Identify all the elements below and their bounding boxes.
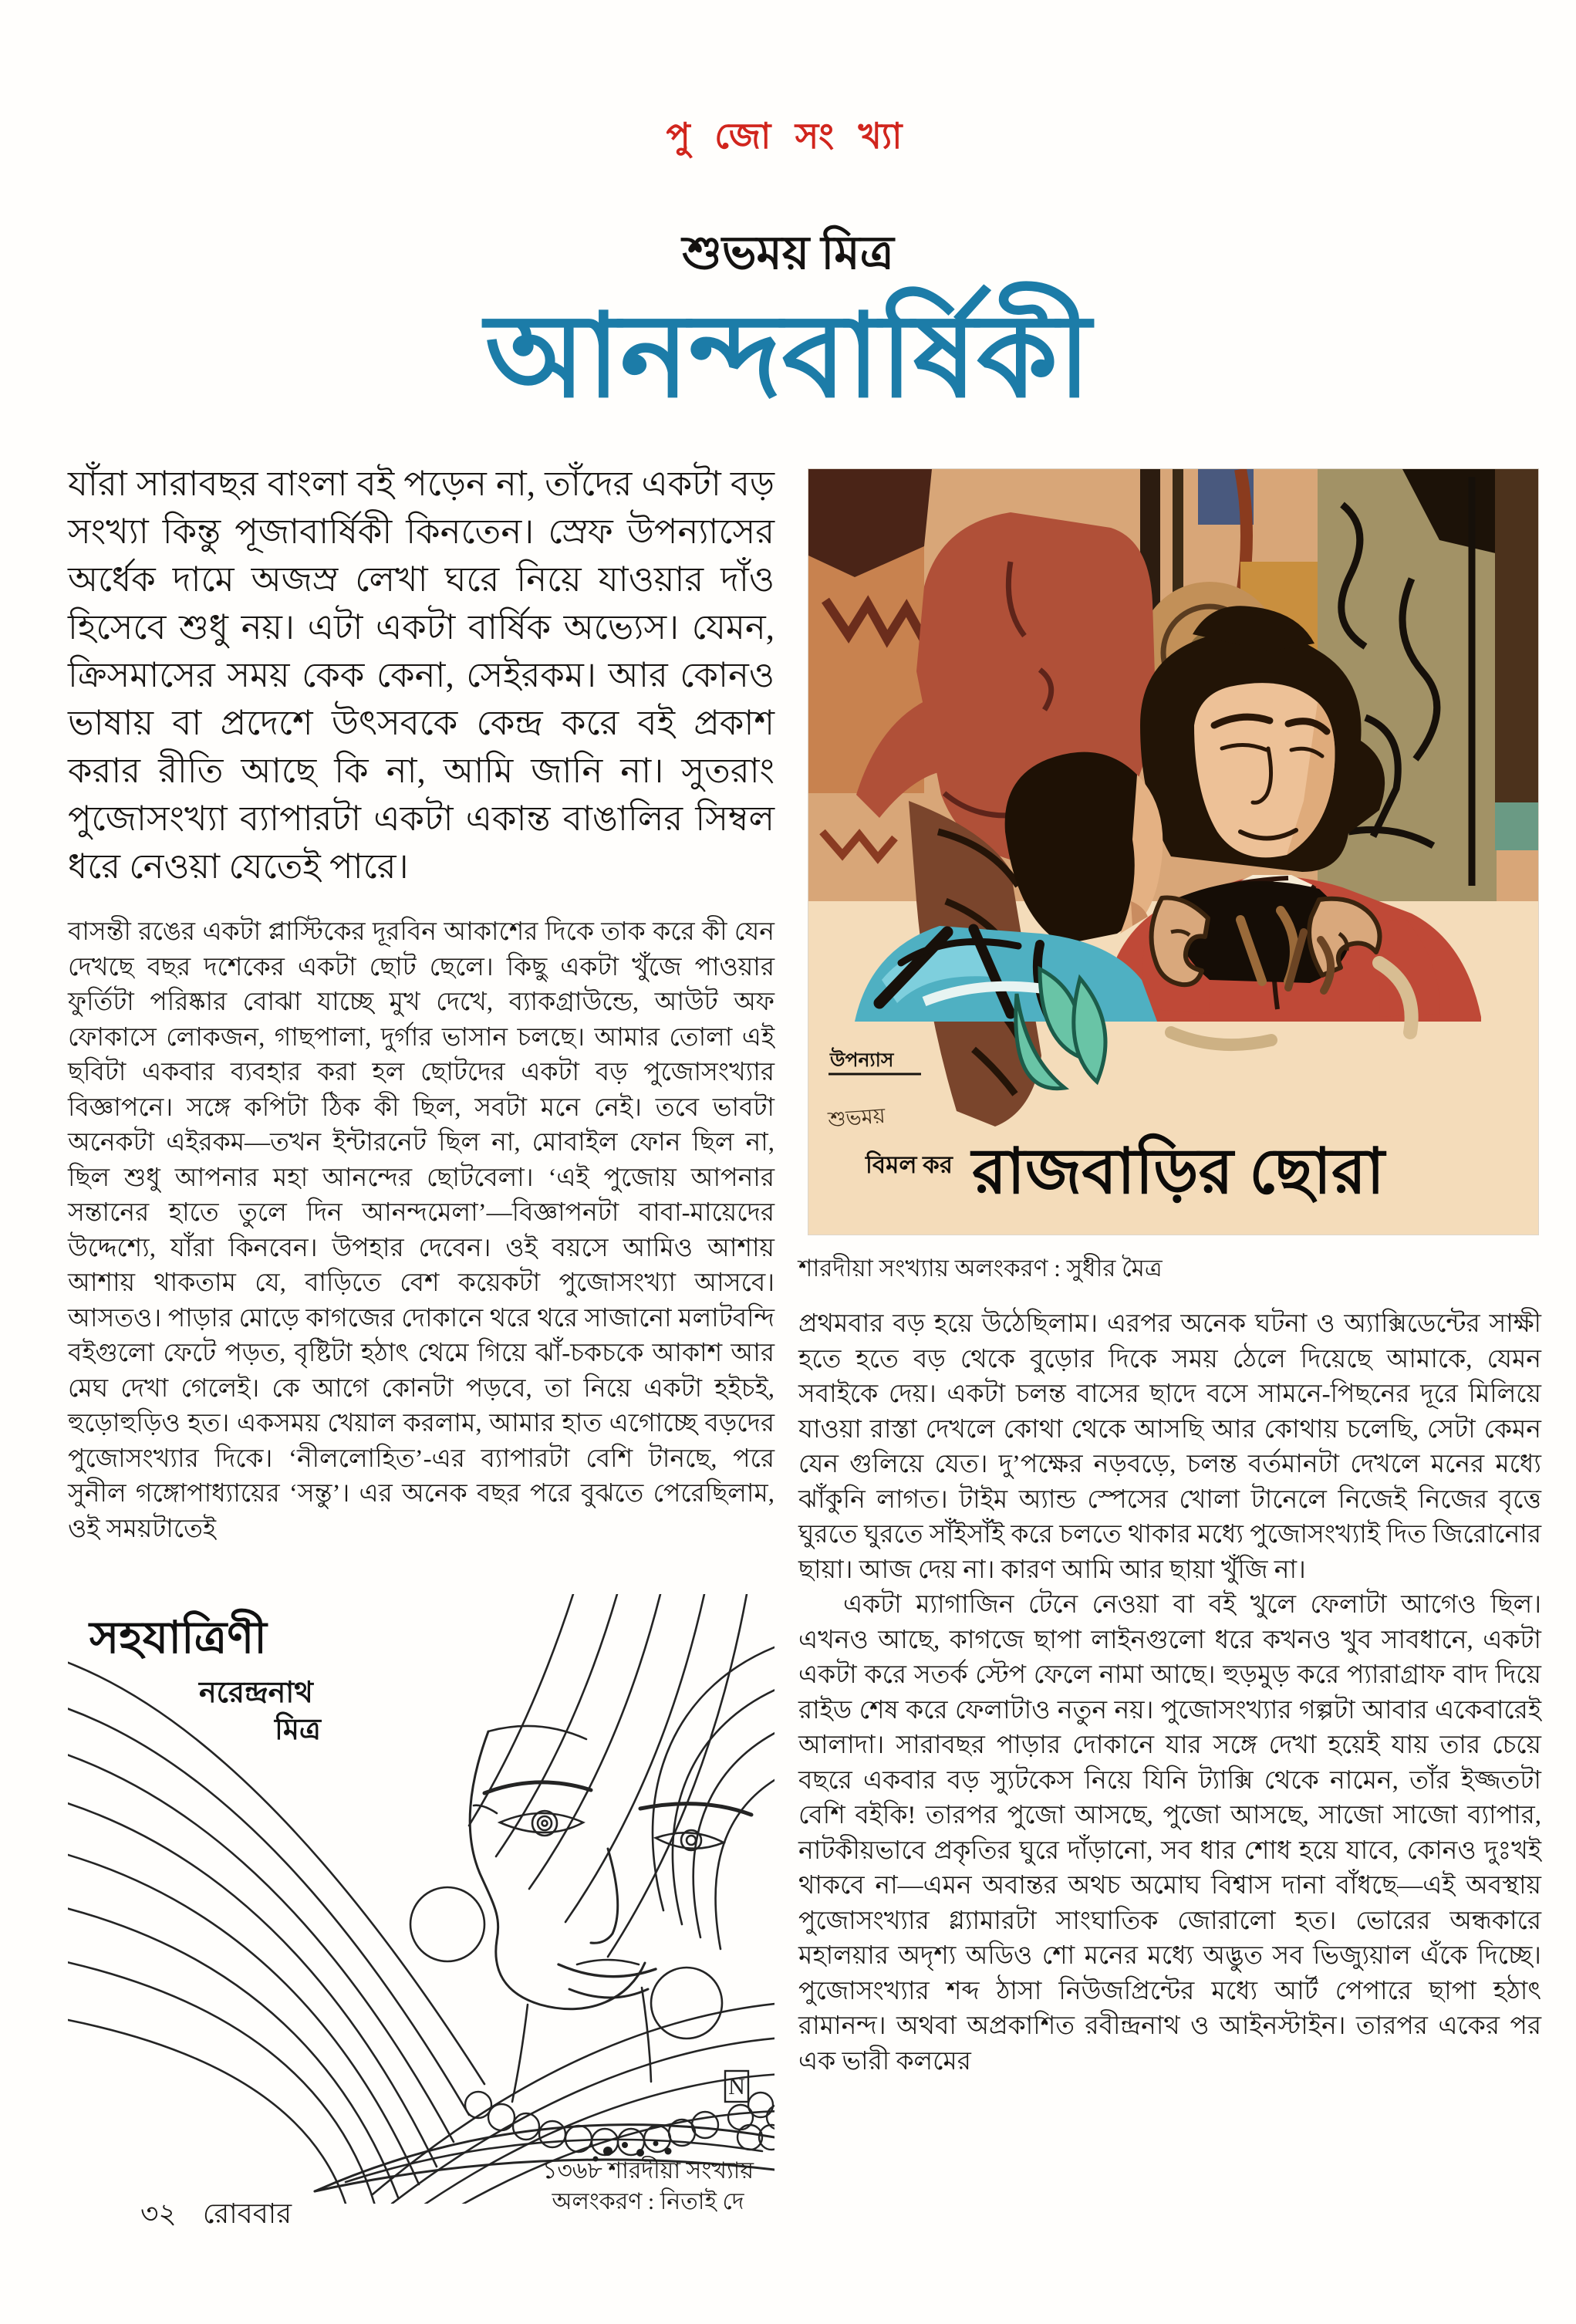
illustration-caption-line2: অলংকরণ : নিতাই দে [552, 2189, 744, 2214]
left-column [68, 460, 775, 1547]
page-footer [140, 2193, 292, 2239]
body-paragraph-2: প্রথমবার বড় হয়ে উঠেছিলাম। এরপর অনেক ঘটনা ও অ্যাক্সিডেন্টের সাক্ষী হতে হতে বড় থেকে বুড়োর দিকে সময় ঠেলে দিয়েছে আমাকে, যেমন সবাইকে দেয়। একটা চলন্ত বাসের ছাদে বসে সামনে-পিছনের দূরে মিলিয়ে যাওয়া রাস্তা দেখলে কোথা থেকে আসছি আর কোথায় চলেছি, সেটা কেমন যেন গুলিয়ে যেত। দু’পক্ষের নড়বড়ে, চলন্ত বর্তমানটা দেখলে মনের মধ্যে ঝাঁকুনি লাগত। টাইম অ্যান্ড স্পেসের খোলা টানেলে নিজেই নিজের বৃত্তে ঘুরতে ঘুরতে সাঁইসাঁই করে চলতে থাকার মধ্যে পুজোসংখ্যাই দিত জিরোনোর ছায়া। আজ দেয় না। কারণ আমি আর ছায়া খুঁজি না। [798, 1310, 1541, 1584]
body-paragraph-1: বাসন্তী রঙের একটা প্লাস্টিকের দূরবিন আকাশের দিকে তাক করে কী যেন দেখছে বছর দশেকের একটা ছোট ছেলে। কিছু একটা খুঁজে পাওয়ার ফুর্তিটা পরিষ্কার বোঝা যাচ্ছে মুখ দেখে, ব্যাকগ্রাউন্ডে, আউট অফ ফোকাসে লোকজন, গাছপালা, দুর্গার ভাসান চলছে। আমার তোলা এই ছবিটা একবার ব্যবহার করা হল ছোটদের একটা বড় পুজোসংখ্যার বিজ্ঞাপনে। সঙ্গে কপিটা ঠিক কী ছিল, সবটা মনে নেই। তবে ভাবটা অনেকটা এইরকম—তখন ইন্টারনেট ছিল না, মোবাইল ফোন ছিল না, ছিল শুধু আপনার মহা আনন্দের ছোটবেলা। ‘এই পুজোয় আপনার সন্তানের হাতে তুলে দিন আনন্দমেলা’—বিজ্ঞাপনটা বাবা-মায়েদের উদ্দেশ্যে, যাঁরা কিনবেন। উপহার দেবেন। ওই বয়সে আমিও আশায় আশায় থাকতাম যে, বাড়িতে বেশ কয়েকটা পুজোসংখ্যা আসবে। আসতও। পাড়ার মোড়ে কাগজের দোকানে থরে থরে সাজানো মলাটবন্দি বইগুলো ফেটে পড়ত, বৃষ্টিটা হঠাৎ থেমে গিয়ে ঝাঁ-চকচকে আকাশ আর মেঘ দেখা গেলেই। কে আগে কোনটা পড়বে, তা নিয়ে একটা হইচই, হুড়োহুড়িও হত। একসময় খেয়াল করলাম, আমার হাত এগোচ্ছে বড়দের পুজোসংখ্যার দিকে। ‘নীললোহিত’-এর ব্যাপারটা বেশি টানছে, পরে সুনীল গঙ্গোপাধ্যায়ের ‘সন্তু’। এর অনেক বছর পরে বুঝতে পেরেছিলাম, ওই সময়টাতেই [68, 918, 775, 1543]
article-title: আনন্দবার্ষিকী [484, 293, 1092, 421]
illustration-caption-line1: ১৩৬৮ শারদীয়া সংখ্যায় [542, 2158, 754, 2184]
article-author: শুভময় মিত্র [682, 228, 894, 279]
body-paragraph-3: একটা ম্যাগাজিন টেনে নেওয়া বা বই খুলে ফেলাটা আগেও ছিল। এখনও আছে, কাগজে ছাপা লাইনগুলো ধরে কখনও খুব সাবধানে, একটা একটা করে সতর্ক স্টেপ ফেলে নামা আছে। হুড়মুড় করে প্যারাগ্রাফ বাদ দিয়ে রাইড শেষ করে ফেলাটাও নতুন নয়। পুজোসংখ্যার গল্পটা আবার একেবারেই আলাদা। সারাবছর পাড়ার দোকানে যার সঙ্গে দেখা হয়েই যায় তার চেয়ে বছরে একবার বড় স্যুটকেস নিয়ে যিনি ট্যাক্সি থেকে নামেন, তাঁর ইজ্জতটা বেশি বইকি! তারপর পুজো আসছে, পুজো আসছে, সাজো সাজো ব্যাপার, নাটকীয়ভাবে প্রকৃতির ঘুরে দাঁড়ানো, সব ধার শোধ হয়ে যাবে, কোনও দুঃখই থাকবে না—এমন অবান্তর অথচ অমোঘ বিশ্বাস দানা বাঁধছে—এই অবস্থায় পুজোসংখ্যার গ্ল্যামারটা সাংঘাতিক জোরালো হত। ভোরের অন্ধকারে মহালয়ার অদৃশ্য অডিও শো মনের মধ্যে অদ্ভুত সব ভিজ্যুয়াল এঁকে দিচ্ছে। পুজোসংখ্যার শব্দ ঠাসা নিউজপ্রিন্টের মধ্যে আর্ট পেপারে ছাপা হঠাৎ রামানন্দ। অথবা অপ্রকাশিত রবীন্দ্রনাথ ও আইনস্টাইন। তারপর একের পর এক ভারী কলমের [798, 1591, 1541, 2076]
right-column [798, 1307, 1541, 2079]
intro-paragraph: যাঁরা সারাবছর বাংলা বই পড়েন না, তাঁদের একটা বড় সংখ্যা কিন্তু পূজাবার্ষিকী কিনতেন। স্রেফ উপন্যাসের অর্ধেক দামে অজস্র লেখা ঘরে নিয়ে যাওয়ার দাঁও হিসেবে শুধু নয়। এটা একটা বার্ষিক অভ্যেস। যেমন, ক্রিসমাসের সময় কেক কেনা, সেইরকম। আর কোনও ভাষায় বা প্রদেশে উৎসবকে কেন্দ্র করে বই প্রকাশ করার রীতি আছে কি না, আমি জানি না। সুতরাং পুজোসংখ্যা ব্যাপারটা একটা একান্ত বাঙালির সিম্বল ধরে নেওয়া যেতেই পারে। [68, 464, 775, 886]
svg-text:উপন্যাস: উপন্যাস [830, 1050, 894, 1071]
woman-line-drawing [68, 1594, 775, 2204]
photographer-signature: শুভময় [827, 1103, 886, 1131]
svg-text:N: N [728, 2074, 745, 2099]
story-title: সহযাত্রিণী [89, 1613, 267, 1663]
cover-book-title: রাজবাড়ির ছোরা [972, 1137, 1385, 1207]
story-author-line2: মিত্র [275, 1714, 321, 1746]
magazine-name: রোববার [202, 2198, 292, 2229]
artist-monogram [725, 2071, 748, 2102]
page-number: ৩২ [140, 2198, 177, 2229]
cover-caption: শারদীয়া সংখ্যায় অলংকরণ : সুধীর মৈত্র [798, 1255, 1163, 1282]
section-kicker: পু জো সং খ্যা [666, 117, 910, 156]
cover-book-author: বিমল কর [866, 1151, 953, 1178]
book-cover-painting [808, 469, 1538, 1235]
illustration-caption [517, 2156, 779, 2218]
story-author-line1: নরেন্দ্রনাথ [199, 1677, 313, 1709]
book-cover-image [808, 469, 1538, 1235]
